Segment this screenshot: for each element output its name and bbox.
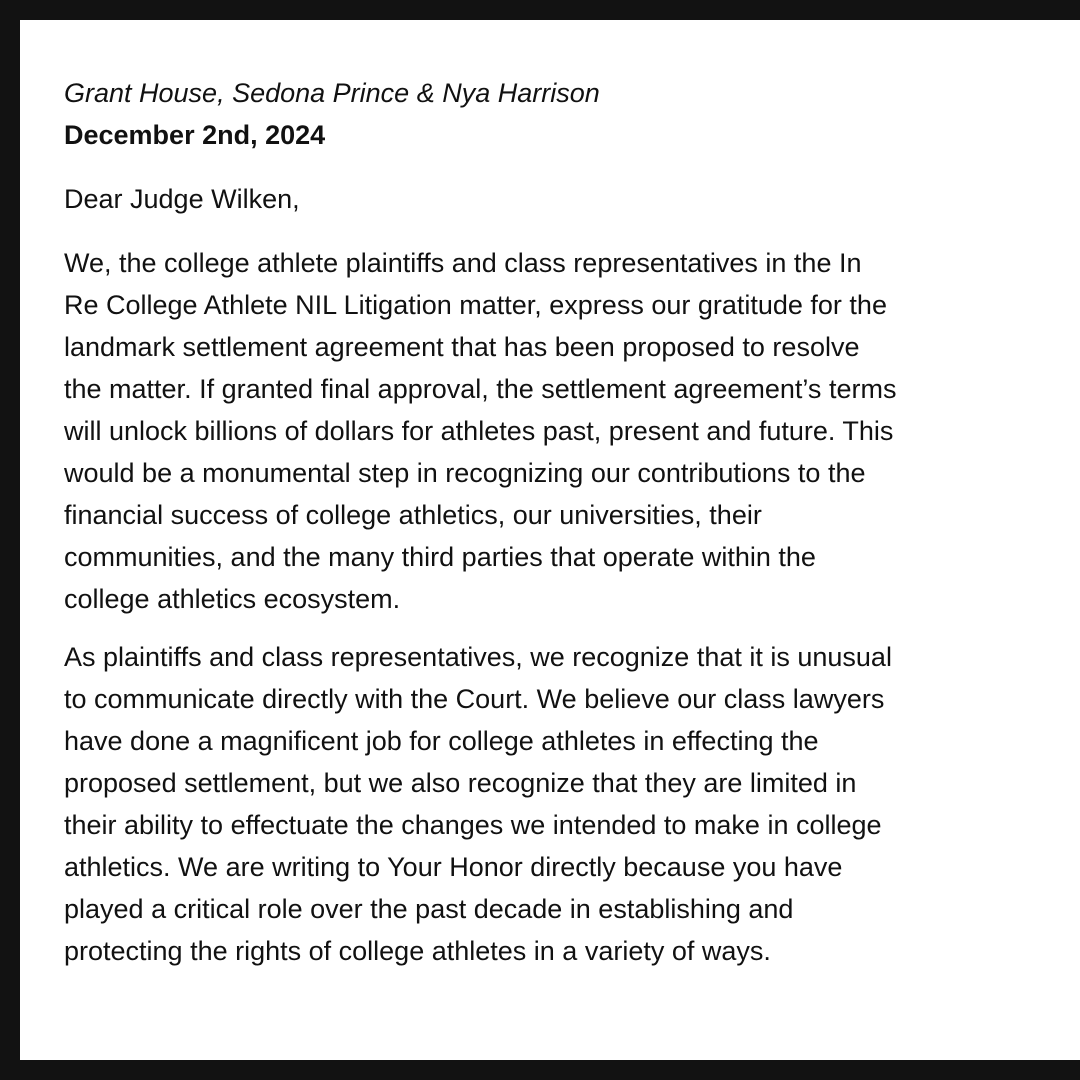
paragraph-2 xyxy=(64,636,1024,972)
paragraph-line: financial success of college athletics, our universities, their xyxy=(64,500,762,530)
paragraph-line: would be a monumental step in recognizing our contributions to the xyxy=(64,458,866,488)
paragraph-line: to communicate directly with the Court. We believe our class lawyers xyxy=(64,684,885,714)
paragraph-line: landmark settlement agreement that has been proposed to resolve xyxy=(64,332,860,362)
letter-authors: Grant House, Sedona Prince & Nya Harrison xyxy=(64,78,600,108)
paragraph-line: will unlock billions of dollars for athletes past, present and future. This xyxy=(64,416,894,446)
paragraph-line: communities, and the many third parties that operate within the xyxy=(64,542,816,572)
paragraph-line: athletics. We are writing to Your Honor directly because you have xyxy=(64,852,843,882)
paragraph-line: have done a magnificent job for college athletes in effecting the xyxy=(64,726,819,756)
paragraph-line: college athletics ecosystem. xyxy=(64,584,401,614)
paragraph-1 xyxy=(64,242,1024,620)
paragraph-line: proposed settlement, but we also recognize that they are limited in xyxy=(64,768,857,798)
paragraph-line: their ability to effectuate the changes we intended to make in college xyxy=(64,810,882,840)
letter-salutation: Dear Judge Wilken, xyxy=(64,184,300,214)
letter-date: December 2nd, 2024 xyxy=(64,120,326,150)
paragraph-line: As plaintiffs and class representatives, we recognize that it is unusual xyxy=(64,642,892,672)
paragraph-line: the matter. If granted final approval, the settlement agreement’s terms xyxy=(64,374,897,404)
letter-content xyxy=(64,72,1024,972)
paragraph-line: We, the college athlete plaintiffs and class representatives in the In xyxy=(64,248,862,278)
paragraph-line: protecting the rights of college athletes in a variety of ways. xyxy=(64,936,771,966)
letter-page xyxy=(20,20,1080,1060)
paragraph-line: played a critical role over the past decade in establishing and xyxy=(64,894,794,924)
paragraph-line: Re College Athlete NIL Litigation matter, express our gratitude for the xyxy=(64,290,887,320)
